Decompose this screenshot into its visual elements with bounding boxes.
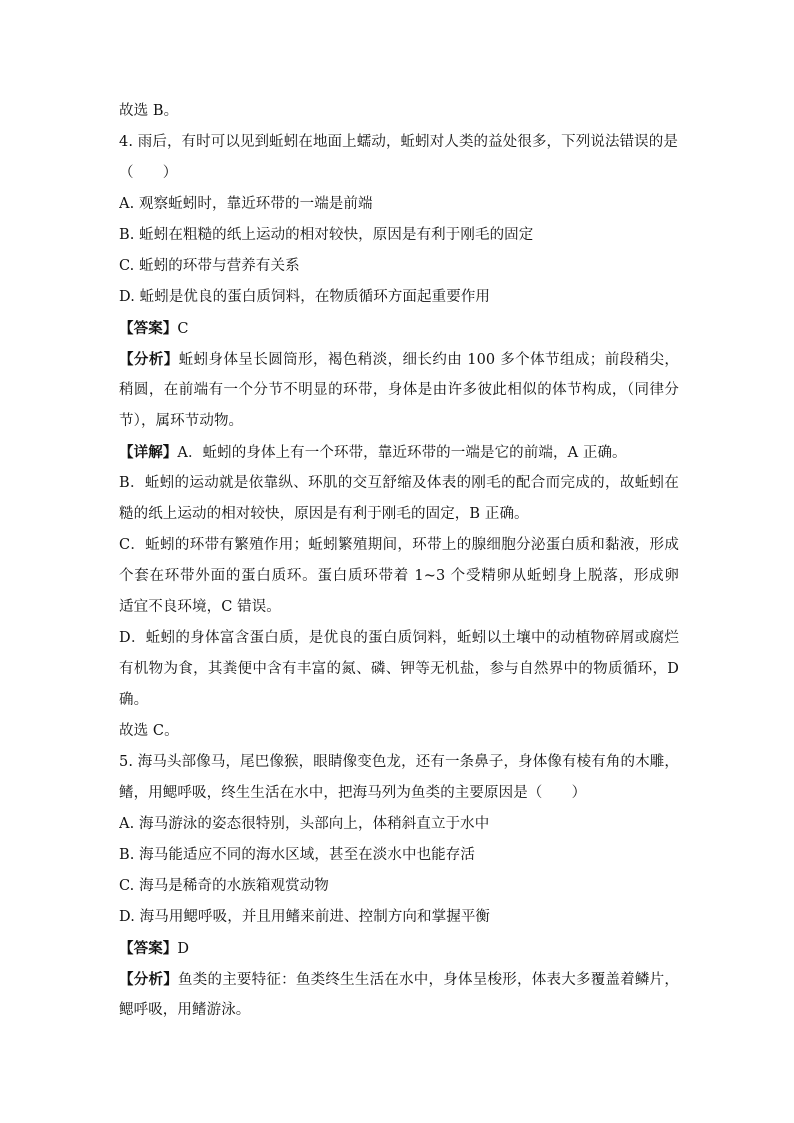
line-text: 个套在环带外面的蛋白质环。蛋白质环带着 1~3 个受精卵从蚯蚓身上脱落，形成卵	[119, 568, 679, 584]
text-line	[119, 964, 679, 995]
line-text: 稍圆，在前端有一个分节不明显的环带，身体是由许多彼此相似的体节构成，（同律分	[119, 382, 679, 398]
document-body	[119, 96, 679, 1026]
text-line	[119, 902, 679, 933]
line-text: C	[177, 321, 189, 337]
text-line	[119, 654, 679, 685]
text-line	[119, 282, 679, 313]
text-line	[119, 344, 679, 375]
line-text: B．蚯蚓的运动就是依靠纵、环肌的交互舒缩及体表的刚毛的配合而完成的，故蚯蚓在	[119, 475, 679, 491]
line-text: B. 蚯蚓在粗糙的纸上运动的相对较快，原因是有利于刚毛的固定	[119, 227, 534, 243]
line-text: 确。	[119, 692, 149, 708]
line-text: 鳃呼吸，用鳍游泳。	[119, 1002, 251, 1018]
text-line	[119, 406, 679, 437]
text-line	[119, 871, 679, 902]
text-line	[119, 716, 679, 747]
text-line	[119, 995, 679, 1026]
line-text: C. 海马是稀奇的水族箱观赏动物	[119, 878, 329, 894]
line-text: 故选 B。	[119, 103, 179, 119]
line-text: 蚯蚓身体呈长圆筒形，褐色稍淡，细长约由 100 多个体节组成；前段稍尖，	[178, 352, 679, 368]
line-text: A. 海马游泳的姿态很特别，头部向上，体稍斜直立于水中	[119, 816, 490, 832]
line-text: 5. 海马头部像马，尾巴像猴，眼睛像变色龙，还有一条鼻子，身体像有棱有角的木雕，	[119, 754, 679, 770]
text-line	[119, 933, 679, 964]
text-line	[119, 530, 679, 561]
text-line	[119, 96, 679, 127]
text-line	[119, 375, 679, 406]
line-text: C. 蚯蚓的环带与营养有关系	[119, 258, 300, 274]
line-text: C．蚯蚓的环带有繁殖作用；蚯蚓繁殖期间，环带上的腺细胞分泌蛋白质和黏液，形成	[119, 537, 679, 553]
section-tag: 【分析】	[119, 351, 179, 368]
text-line	[119, 251, 679, 282]
text-line	[119, 592, 679, 623]
line-text: 适宜不良环境，C 错误。	[119, 599, 281, 615]
line-text: D	[177, 941, 190, 957]
text-line	[119, 468, 679, 499]
line-text: （ ）	[119, 165, 178, 181]
text-line	[119, 499, 679, 530]
line-text: 故选 C。	[119, 723, 179, 739]
text-line	[119, 685, 679, 716]
text-line	[119, 127, 679, 158]
text-line	[119, 561, 679, 592]
line-text: 4. 雨后，有时可以见到蚯蚓在地面上蠕动，蚯蚓对人类的益处很多，下列说法错误的是	[119, 134, 678, 150]
text-line	[119, 158, 679, 189]
text-line	[119, 778, 679, 809]
text-line	[119, 809, 679, 840]
section-tag: 【分析】	[119, 971, 178, 988]
line-text: D. 蚯蚓是优良的蛋白质饲料，在物质循环方面起重要作用	[119, 289, 491, 305]
section-tag: 【详解】	[119, 444, 178, 461]
section-tag: 【答案】	[119, 940, 178, 957]
text-line	[119, 189, 679, 220]
line-text: B. 海马能适应不同的海水区域，甚至在淡水中也能存活	[119, 847, 475, 863]
text-line	[119, 840, 679, 871]
line-text: 鱼类的主要特征：鱼类终生生活在水中，身体呈梭形，体表大多覆盖着鳞片，	[177, 972, 679, 988]
text-line	[119, 437, 679, 468]
line-text: 糙的纸上运动的相对较快，原因是有利于刚毛的固定，B 正确。	[119, 506, 529, 522]
text-line	[119, 220, 679, 251]
line-text: A．蚯蚓的身体上有一个环带，靠近环带的一端是它的前端，A 正确。	[177, 445, 627, 461]
line-text: D. 海马用鳃呼吸，并且用鳍来前进、控制方向和掌握平衡	[119, 909, 491, 925]
text-line	[119, 313, 679, 344]
line-text: 节），属环节动物。	[119, 413, 244, 429]
section-tag: 【答案】	[119, 320, 178, 337]
text-line	[119, 623, 679, 654]
line-text: D．蚯蚓的身体富含蛋白质，是优良的蛋白质饲料，蚯蚓以土壤中的动植物碎屑或腐烂	[119, 630, 679, 646]
text-line	[119, 747, 679, 778]
line-text: A. 观察蚯蚓时，靠近环带的一端是前端	[119, 196, 373, 212]
line-text: 鳍，用鳃呼吸，终生生活在水中，把海马列为鱼类的主要原因是（ ）	[119, 785, 587, 801]
line-text: 有机物为食，其粪便中含有丰富的氮、磷、钾等无机盐，参与自然界中的物质循环，D	[119, 661, 679, 677]
